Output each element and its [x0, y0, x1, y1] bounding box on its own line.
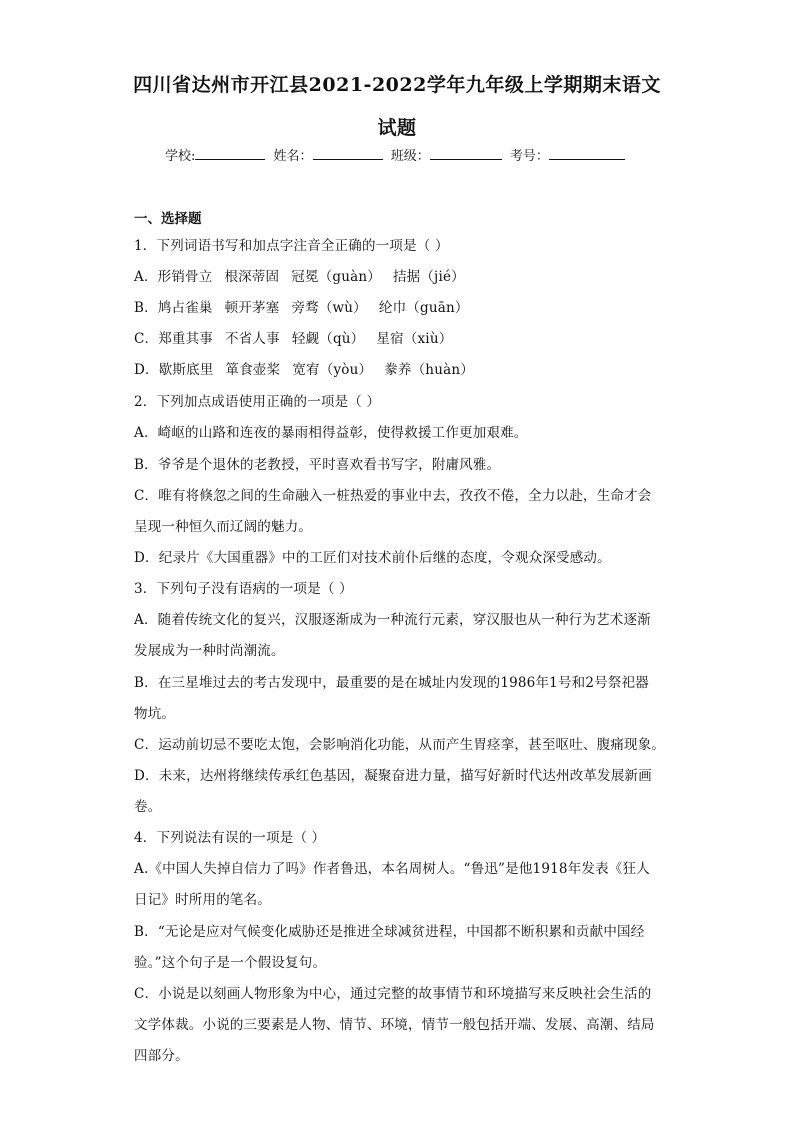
class-blank[interactable] — [430, 145, 502, 160]
q2-option-d: D．纪录片《大国重器》中的工匠们对技术前仆后继的态度，令观众深受感动。 — [134, 550, 611, 566]
q3-option-d-line1: D．未来，达州将继续传承红色基因，凝聚奋进力量，描写好新时代达州改革发展新画 — [134, 768, 652, 784]
q1-c-word2: 不省人事 — [225, 331, 280, 347]
q1-option-c — [134, 327, 452, 347]
q1-stem: 1．下列词语书写和加点字注音全正确的一项是（ ） — [134, 238, 449, 254]
number-label: 考号： — [509, 149, 549, 164]
q1-option-b — [134, 296, 469, 316]
q1-a-word4: 拮据（jié） — [392, 269, 465, 285]
q4-stem: 4．下列说法有误的一项是（ ） — [134, 830, 326, 846]
q3-stem: 3．下列句子没有语病的一项是（ ） — [134, 581, 353, 597]
name-blank[interactable] — [313, 145, 383, 160]
q1-a-word1: A．形销骨立 — [134, 269, 213, 285]
exam-title-line1: 四川省达州市开江县2021-2022学年九年级上学期期末语文 — [133, 74, 661, 96]
q3-option-b-line2: 物坑。 — [134, 706, 176, 722]
q4-option-b-line2: 验。”这个句子是一个假设复句。 — [134, 955, 327, 971]
q2-option-c-line2: 呈现一种恒久而辽阔的魅力。 — [134, 519, 313, 535]
class-field[interactable] — [391, 145, 502, 164]
q2-option-b: B．爷爷是个退休的老教授，平时喜欢看书写字，附庸风雅。 — [134, 457, 501, 473]
q1-option-d — [134, 358, 474, 378]
q4-option-a-line2: 日记》时所用的笔名。 — [134, 892, 271, 908]
exam-title-line2: 试题 — [377, 117, 417, 139]
q3-option-b-line1: B．在三星堆过去的考古发现中，最重要的是在城址内发现的1986年1号和2号祭祀器 — [134, 675, 649, 691]
q1-b-word2: 顿开茅塞 — [224, 300, 280, 316]
q4-option-a-line1: A.《中国人失掉自信力了吗》作者鲁迅，本名周树人。“鲁迅”是他1918年发表《狂人 — [134, 861, 650, 877]
q3-option-d-line2: 卷。 — [134, 799, 162, 815]
q1-a-word2: 根深蒂固 — [224, 269, 280, 285]
q1-b-word4: 纶巾（guān） — [378, 300, 469, 316]
q1-d-word4: 豢养（huàn） — [384, 362, 474, 378]
q4-option-c-line1: C．小说是以刻画人物形象为中心，通过完整的故事情节和环境描写来反映社会生活的 — [134, 986, 652, 1002]
q3-option-a-line1: A．随着传统文化的复兴，汉服逐渐成为一种流行元素，穿汉服也从一种行为艺术逐渐 — [134, 612, 651, 628]
name-label: 姓名： — [273, 149, 313, 164]
class-label: 班级： — [390, 149, 430, 164]
q1-d-word1: D．歇斯底里 — [134, 362, 214, 378]
q1-b-word3: 旁骛（wù） — [291, 300, 367, 316]
q1-d-word3: 宽宥（yòu） — [292, 362, 373, 378]
section-heading: 一、选择题 — [134, 211, 202, 227]
q1-b-word1: B．鸠占雀巢 — [134, 300, 213, 316]
q1-c-word3: 轻觑（qù） — [291, 331, 365, 347]
school-field[interactable] — [165, 145, 265, 164]
q1-option-a — [134, 265, 465, 285]
student-info-row — [165, 145, 685, 164]
q2-stem: 2．下列加点成语使用正确的一项是（ ） — [134, 394, 381, 410]
q4-option-c-line2: 文学体裁。小说的三要素是人物、情节、环境，情节一般包括开端、发展、高潮、结局 — [134, 1017, 655, 1033]
school-blank[interactable] — [195, 145, 265, 160]
number-field[interactable] — [510, 145, 625, 164]
q1-c-word4: 星宿（xiù） — [376, 331, 453, 347]
q2-option-c-line1: C．唯有将倏忽之间的生命融入一桩热爱的事业中去，孜孜不倦，全力以赴，生命才会 — [134, 488, 652, 504]
q4-option-b-line1: B．“无论是应对气候变化威胁还是推进全球减贫进程，中国都不断积累和贡献中国经 — [134, 924, 645, 940]
q2-option-a: A．崎岖的山路和连夜的暴雨相得益彰，使得救援工作更加艰难。 — [134, 425, 528, 441]
q1-a-word3: 冠冕（guàn） — [291, 269, 381, 285]
q1-c-word1: C．郑重其事 — [134, 331, 214, 347]
school-label: 学校: — [165, 149, 196, 164]
name-field[interactable] — [274, 145, 383, 164]
q4-option-c-line3: 四部分。 — [134, 1048, 189, 1064]
q3-option-c: C．运动前切忌不要吃太饱，会影响消化功能，从而产生胃痉挛，甚至呕吐、腹痛现象。 — [134, 737, 666, 753]
q3-option-a-line2: 发展成为一种时尚潮流。 — [134, 643, 285, 659]
q1-d-word2: 箪食壶桨 — [225, 362, 281, 378]
number-blank[interactable] — [549, 145, 625, 160]
